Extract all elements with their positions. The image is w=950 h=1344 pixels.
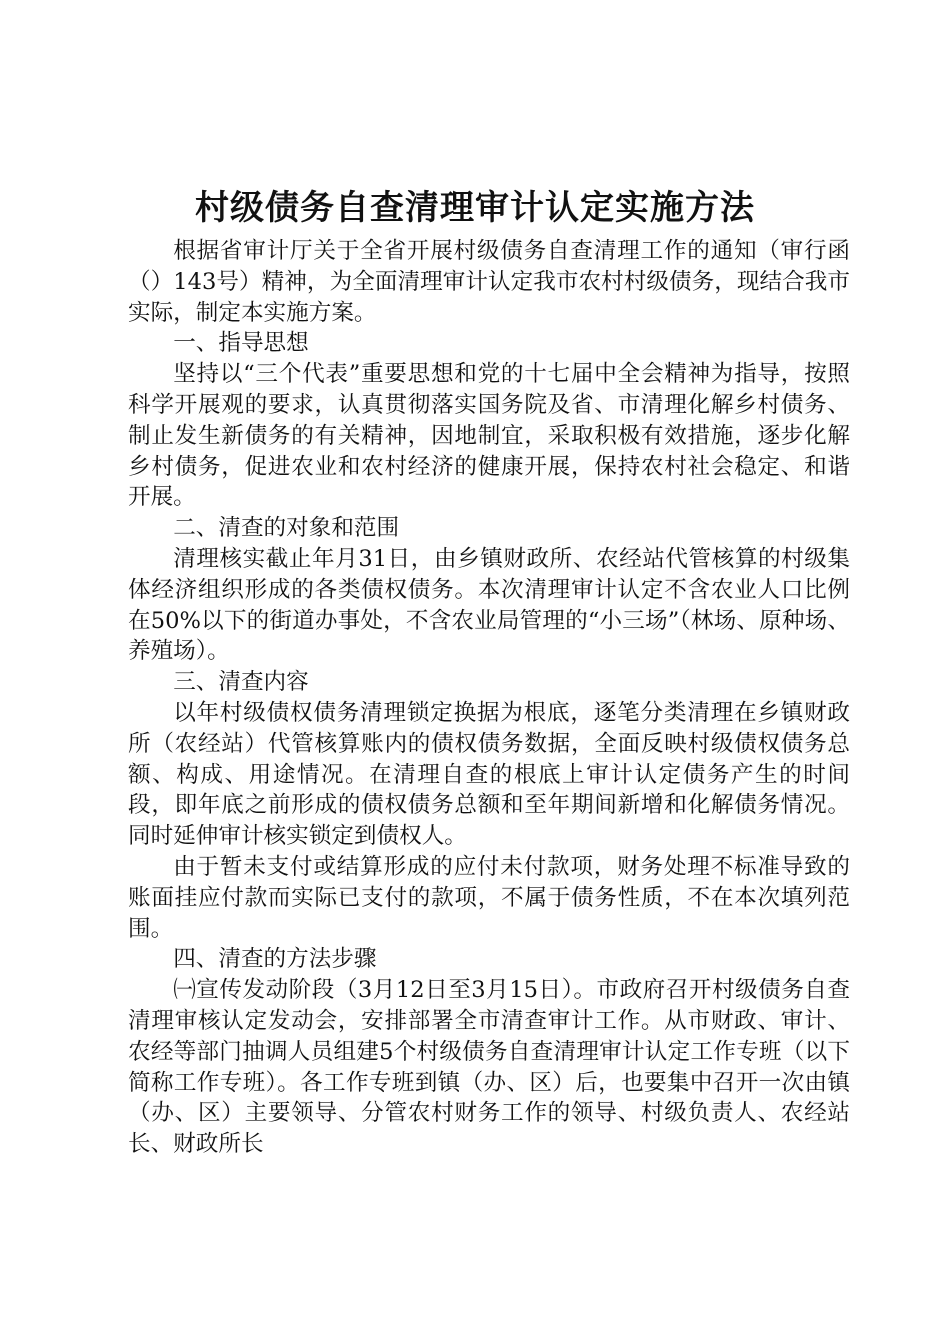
document-body — [128, 236, 850, 1160]
intro-paragraph: 根据省审计厅关于全省开展村级债务自查清理工作的通知（审行函（）143号）精神，为全面清理审计认定我市农村村级债务，现结合我市实际，制定本实施方案。 — [128, 238, 850, 326]
document-title: 村级债务自查清理审计认定实施方法 — [195, 188, 755, 228]
guiding-thought-paragraph: 坚持以“三个代表”重要思想和党的十七届中全会精神为指导，按照科学开展观的要求，认真贯彻落实国务院及省、市清理化解乡村债务、制止发生新债务的有关精神，因地制宜，采取积极有效措施，逐步化解乡村债务，促进农业和农村经济的健康开展，保持农村社会稳定、和谐开展。 — [128, 361, 850, 511]
section-heading-content: 三、清查内容 — [173, 669, 309, 696]
section-heading-scope: 二、清查的对象和范围 — [173, 515, 400, 542]
section-heading-guiding-thought: 一、指导思想 — [173, 330, 309, 357]
scope-paragraph: 清理核实截止年月31日，由乡镇财政所、农经站代管核算的村级集体经济组织形成的各类债权债务。本次清理审计认定不含农业人口比例在50%以下的街道办事处，不含农业局管理的“小三场”（林场、原种场、养殖场）。 — [128, 545, 850, 665]
steps-paragraph: ㈠宣传发动阶段（3月12日至3月15日）。市政府召开村级债务自查清理审核认定发动会，安排部署全市清查审计工作。从市财政、审计、农经等部门抽调人员组建5个村级债务自查清理审计认定工作专班（以下简称工作专班）。各工作专班到镇（办、区）后，也要集中召开一次由镇（办、区）主要领导、分管农村财务工作的领导、村级负责人、农经站长、财政所长 — [128, 977, 850, 1158]
exclusion-paragraph: 由于暂未支付或结算形成的应付未付款项，财务处理不标准导致的账面挂应付款而实际已支付的款项，不属于债务性质，不在本次填列范围。 — [128, 853, 850, 942]
content-paragraph: 以年村级债权债务清理锁定换据为根底，逐笔分类清理在乡镇财政所（农经站）代管核算账内的债权债务数据，全面反映村级债权债务总额、构成、用途情况。在清理自查的根底上审计认定债务产生的时间段，即年底之前形成的债权债务总额和至年期间新增和化解债务情况。同时延伸审计核实锁定到债权人。 — [128, 699, 850, 850]
section-heading-steps: 四、清查的方法步骤 — [173, 946, 377, 973]
